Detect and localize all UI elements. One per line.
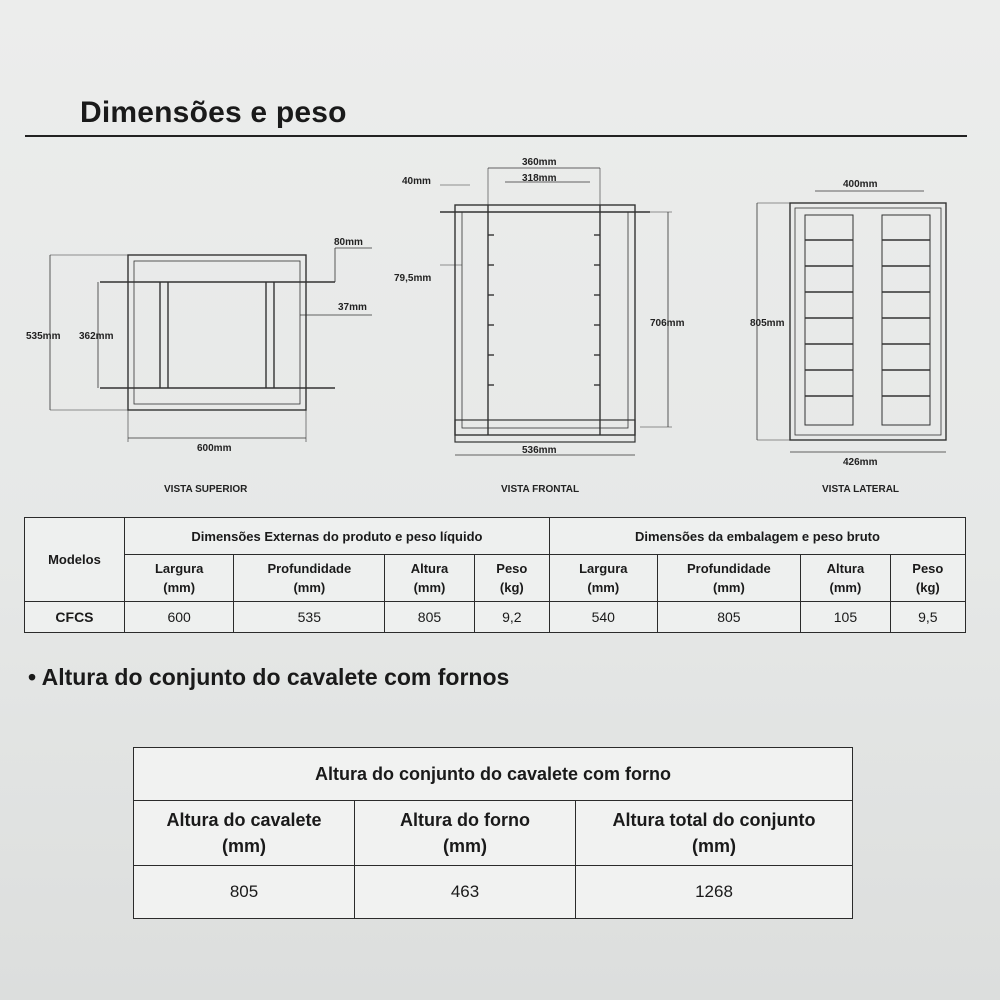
col-header: Altura total do conjunto (mm)	[576, 801, 853, 866]
technical-drawings	[0, 140, 1000, 510]
col-header: Altura do cavalete (mm)	[134, 801, 355, 866]
top-view-drawing	[50, 248, 372, 442]
value-cell: 805	[385, 602, 474, 633]
front-dim-706: 706mm	[650, 318, 685, 329]
front-view-drawing	[440, 168, 672, 455]
stand-table-header: Altura do conjunto do cavalete com forno	[134, 748, 853, 801]
value-cell: 1268	[576, 866, 853, 919]
side-view-drawing	[757, 191, 946, 452]
col-header: Altura (mm)	[801, 555, 890, 602]
top-dim-362: 362mm	[79, 331, 114, 342]
col-header: Altura do forno (mm)	[355, 801, 576, 866]
value-cell: 540	[549, 602, 657, 633]
front-dim-79-5: 79,5mm	[394, 273, 432, 284]
front-view-label: VISTA FRONTAL	[501, 484, 580, 495]
value-cell: 105	[801, 602, 890, 633]
col-header: Largura (mm)	[124, 555, 233, 602]
front-dim-536: 536mm	[522, 445, 557, 456]
stand-height-table	[133, 747, 853, 919]
col-header: Peso (kg)	[474, 555, 549, 602]
value-cell: 463	[355, 866, 576, 919]
top-dim-80: 80mm	[334, 237, 363, 248]
top-dim-37: 37mm	[338, 302, 367, 313]
value-cell: 535	[234, 602, 385, 633]
side-dim-805: 805mm	[750, 318, 785, 329]
col-header: Peso (kg)	[890, 555, 965, 602]
value-cell: 600	[124, 602, 233, 633]
top-view-label: VISTA SUPERIOR	[164, 484, 248, 495]
value-cell: 805	[657, 602, 801, 633]
col-header: Altura (mm)	[385, 555, 474, 602]
models-header: Modelos	[25, 518, 125, 602]
drawings-svg	[0, 140, 1000, 510]
table-row	[134, 866, 853, 919]
col-header: Profundidade (mm)	[657, 555, 801, 602]
value-cell: 805	[134, 866, 355, 919]
front-dim-318: 318mm	[522, 173, 557, 184]
table-row	[25, 602, 966, 633]
value-cell: 9,5	[890, 602, 965, 633]
net-group-header: Dimensões Externas do produto e peso líquido	[124, 518, 549, 555]
col-header: Profundidade (mm)	[234, 555, 385, 602]
front-dim-360: 360mm	[522, 157, 557, 168]
section-title: • Altura do conjunto do cavalete com fornos	[28, 664, 510, 690]
top-dim-535: 535mm	[26, 331, 61, 342]
side-dim-426: 426mm	[843, 457, 878, 468]
front-dim-40: 40mm	[402, 176, 431, 187]
value-cell: 9,2	[474, 602, 549, 633]
page-title: Dimensões e peso	[80, 96, 347, 129]
title-divider	[25, 135, 967, 137]
col-header: Largura (mm)	[549, 555, 657, 602]
side-view-label: VISTA LATERAL	[822, 484, 900, 495]
side-dim-400: 400mm	[843, 179, 878, 190]
gross-group-header: Dimensões da embalagem e peso bruto	[549, 518, 965, 555]
model-cell: CFCS	[25, 602, 125, 633]
dimensions-weight-table	[24, 517, 966, 633]
top-dim-600: 600mm	[197, 443, 232, 454]
